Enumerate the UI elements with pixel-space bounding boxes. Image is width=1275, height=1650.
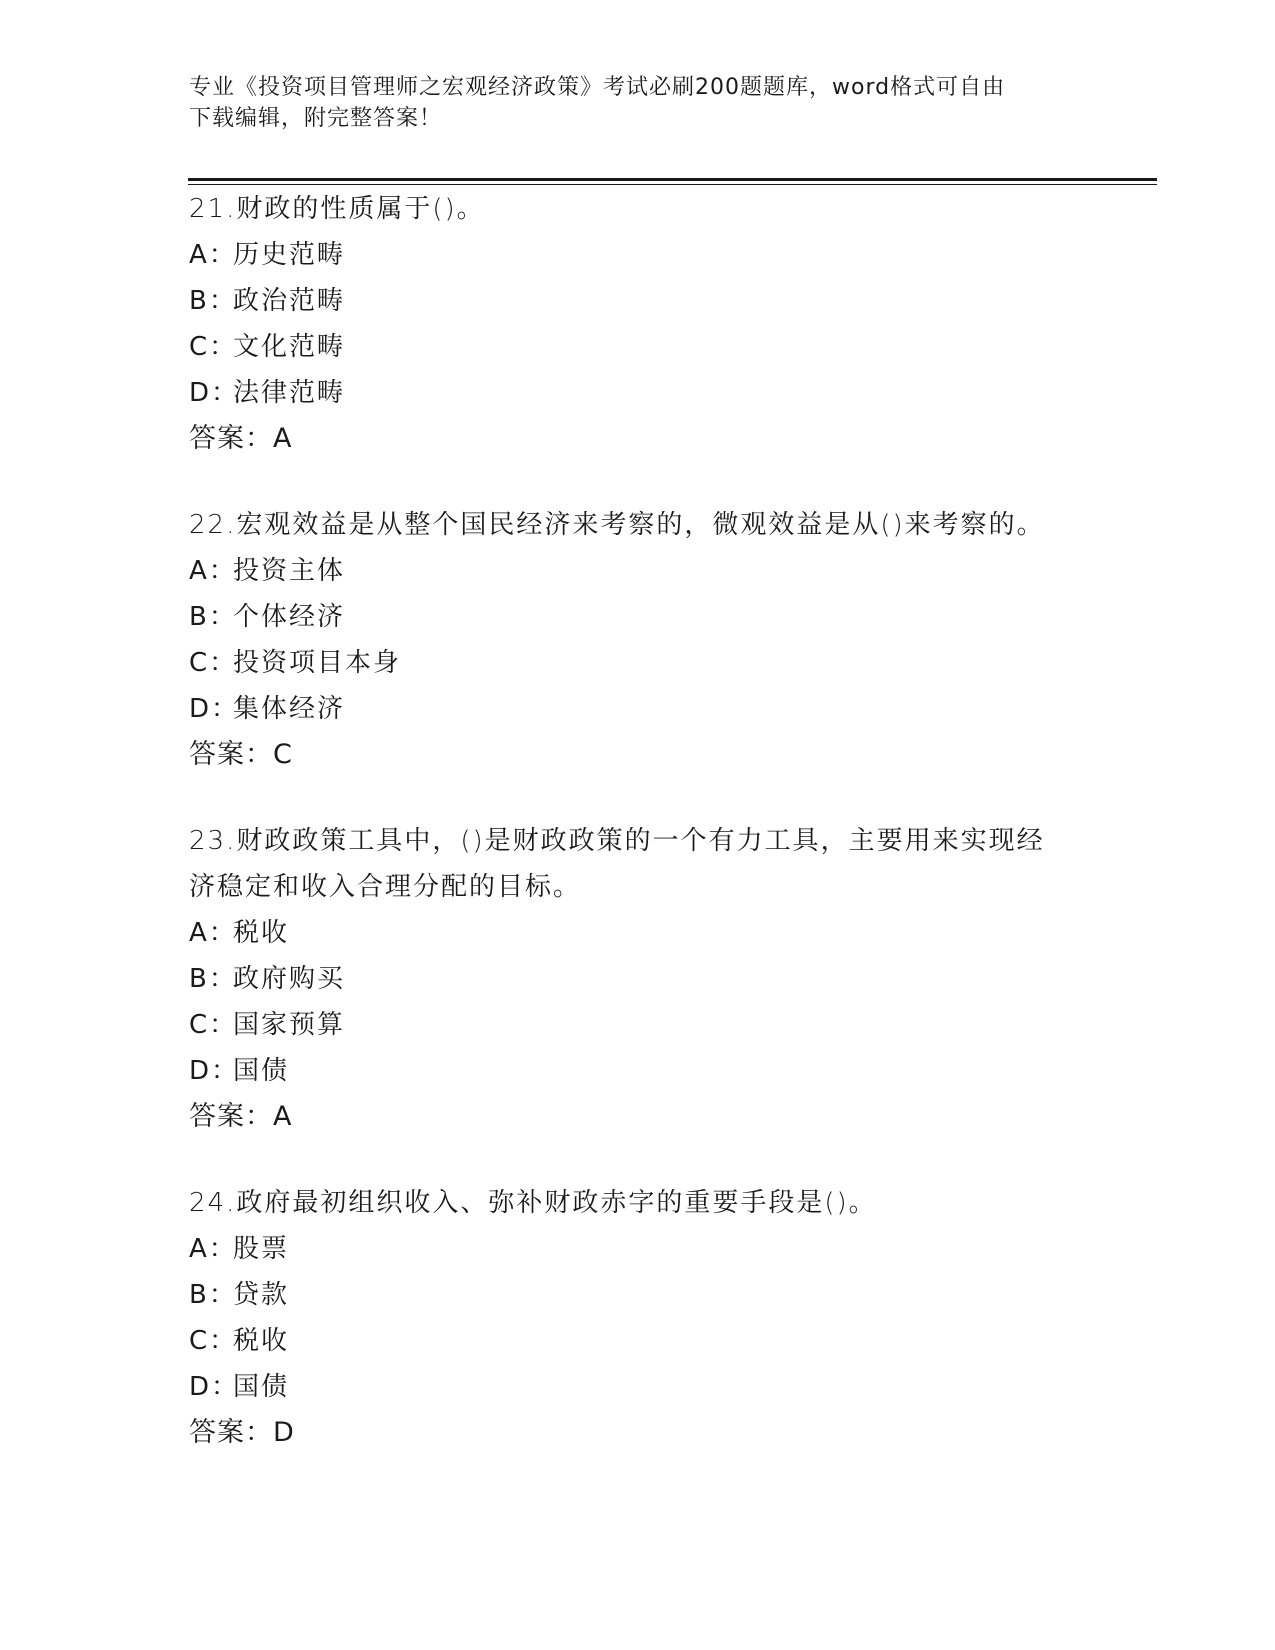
answer-value: A — [273, 423, 292, 454]
option-text: 贷款 — [233, 1280, 290, 1310]
option-d — [189, 1048, 1089, 1094]
answer-label: 答案： — [189, 739, 273, 770]
option-b — [189, 1272, 1089, 1318]
question-24 — [189, 1180, 1089, 1456]
option-b — [189, 594, 1089, 640]
option-key: C： — [189, 332, 238, 362]
answer-value: C — [273, 739, 292, 770]
option-text: 历史范畴 — [233, 240, 346, 270]
answer-value: A — [273, 1101, 292, 1132]
option-d — [189, 1364, 1089, 1410]
option-a — [189, 232, 1089, 278]
option-key: B： — [189, 1280, 237, 1310]
answer-line — [189, 1410, 1089, 1456]
question-23 — [189, 818, 1089, 1140]
question-21 — [189, 186, 1089, 462]
option-text: 法律范畴 — [233, 378, 346, 408]
option-b — [189, 956, 1089, 1002]
option-key: D： — [189, 1056, 240, 1086]
header-line-2: 下载编辑，附完整答案！ — [189, 106, 443, 131]
option-key: D： — [189, 378, 240, 408]
header-divider-thin — [188, 184, 1157, 185]
option-a — [189, 910, 1089, 956]
option-key: C： — [189, 648, 238, 678]
answer-label: 答案： — [189, 1101, 273, 1132]
option-a — [189, 1226, 1089, 1272]
option-key: C： — [189, 1326, 238, 1356]
option-key: B： — [189, 286, 237, 316]
option-key: B： — [189, 602, 237, 632]
document-header — [189, 72, 1089, 134]
option-text: 国家预算 — [233, 1010, 346, 1040]
option-text: 投资主体 — [233, 556, 346, 586]
option-c — [189, 324, 1089, 370]
option-text: 集体经济 — [233, 694, 346, 724]
option-d — [189, 370, 1089, 416]
question-stem: 24.政府最初组织收入、弥补财政赤字的重要手段是()。 — [189, 1188, 877, 1218]
option-key: D： — [189, 694, 240, 724]
option-text: 税收 — [233, 918, 290, 948]
option-text: 政府购买 — [233, 964, 346, 994]
option-text: 文化范畴 — [233, 332, 346, 362]
option-key: D： — [189, 1372, 240, 1402]
option-c — [189, 1318, 1089, 1364]
option-key: C： — [189, 1010, 238, 1040]
question-22 — [189, 502, 1089, 778]
option-key: A： — [189, 918, 237, 948]
option-text: 税收 — [233, 1326, 290, 1356]
option-key: A： — [189, 240, 237, 270]
option-d — [189, 686, 1089, 732]
option-b — [189, 278, 1089, 324]
answer-label: 答案： — [189, 1417, 273, 1448]
question-stem-line-1: 23.财政政策工具中，()是财政政策的一个有力工具，主要用来实现经 — [189, 826, 1045, 856]
header-divider-thick — [188, 178, 1157, 181]
question-stem-line-2: 济稳定和收入合理分配的目标。 — [189, 872, 582, 902]
option-key: A： — [189, 556, 237, 586]
option-text: 政治范畴 — [233, 286, 346, 316]
question-stem: 22.宏观效益是从整个国民经济来考察的，微观效益是从()来考察的。 — [189, 510, 1045, 540]
option-text: 投资项目本身 — [233, 648, 402, 678]
option-key: B： — [189, 964, 237, 994]
option-c — [189, 1002, 1089, 1048]
option-a — [189, 548, 1089, 594]
question-stem: 21.财政的性质属于()。 — [189, 194, 485, 224]
option-text: 个体经济 — [233, 602, 346, 632]
option-text: 国债 — [233, 1372, 290, 1402]
answer-label: 答案： — [189, 423, 273, 454]
header-line-1: 专业《投资项目管理师之宏观经济政策》考试必刷200题题库，word格式可自由 — [189, 75, 1006, 100]
answer-value: D — [273, 1417, 294, 1448]
answer-line — [189, 416, 1089, 462]
answer-line — [189, 732, 1089, 778]
answer-line — [189, 1094, 1089, 1140]
option-text: 国债 — [233, 1056, 290, 1086]
option-text: 股票 — [233, 1234, 290, 1264]
option-c — [189, 640, 1089, 686]
option-key: A： — [189, 1234, 237, 1264]
